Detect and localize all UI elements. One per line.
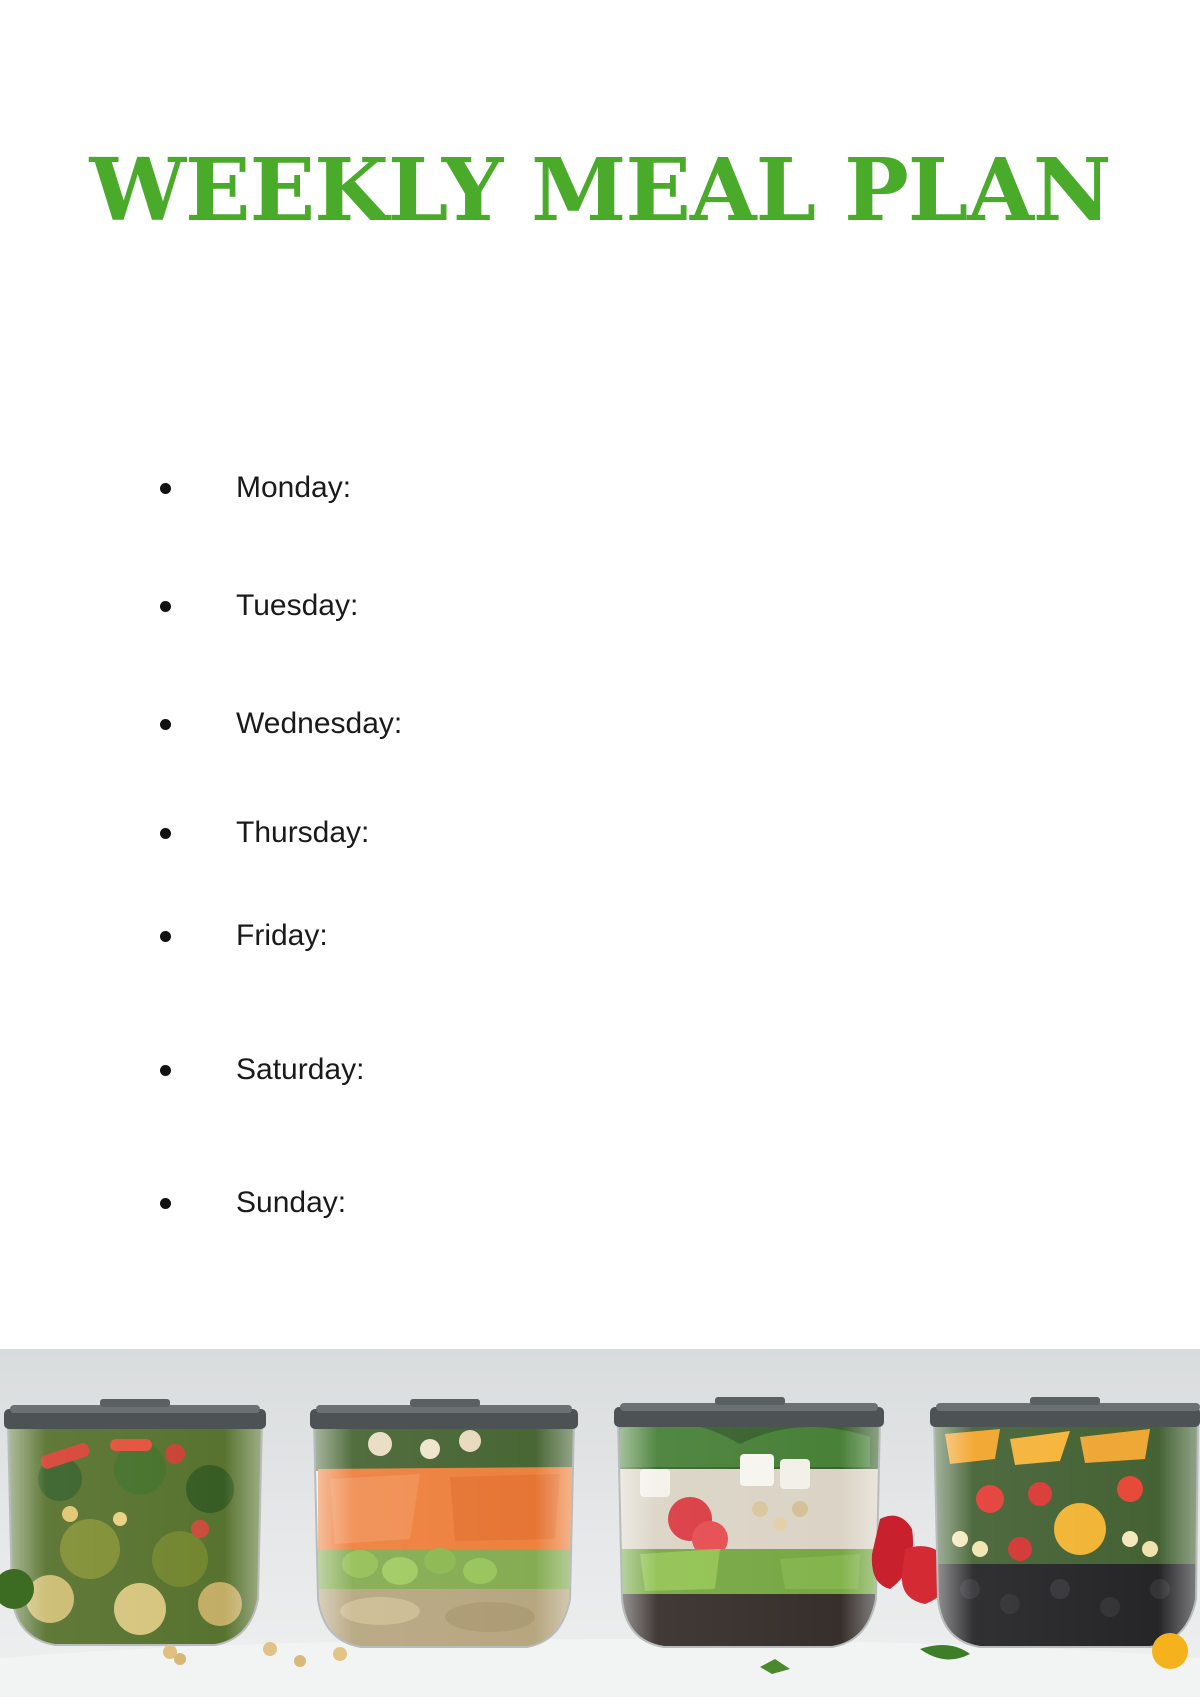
salad-jars-photo [0,1349,1200,1697]
jar-2 [300,1399,580,1651]
jar-1 [0,1399,270,1651]
bullet-icon [160,1198,171,1209]
jar-3 [610,1397,890,1651]
bullet-icon [160,931,171,942]
bullet-icon [160,1065,171,1076]
day-label: Tuesday: [236,589,359,622]
day-label: Friday: [236,919,328,952]
page-title: WEEKLY MEAL PLAN [89,140,1111,241]
day-label: Thursday: [236,816,370,849]
yellow-tomato [1152,1633,1188,1669]
bullet-icon [160,601,171,612]
day-label: Wednesday: [236,707,403,740]
day-label: Monday: [236,471,352,504]
day-label: Saturday: [236,1053,365,1086]
bullet-icon [160,719,171,730]
day-label: Sunday: [236,1186,347,1219]
jar-4 [930,1397,1200,1654]
bullet-icon [160,828,171,839]
bullet-icon [160,483,171,494]
